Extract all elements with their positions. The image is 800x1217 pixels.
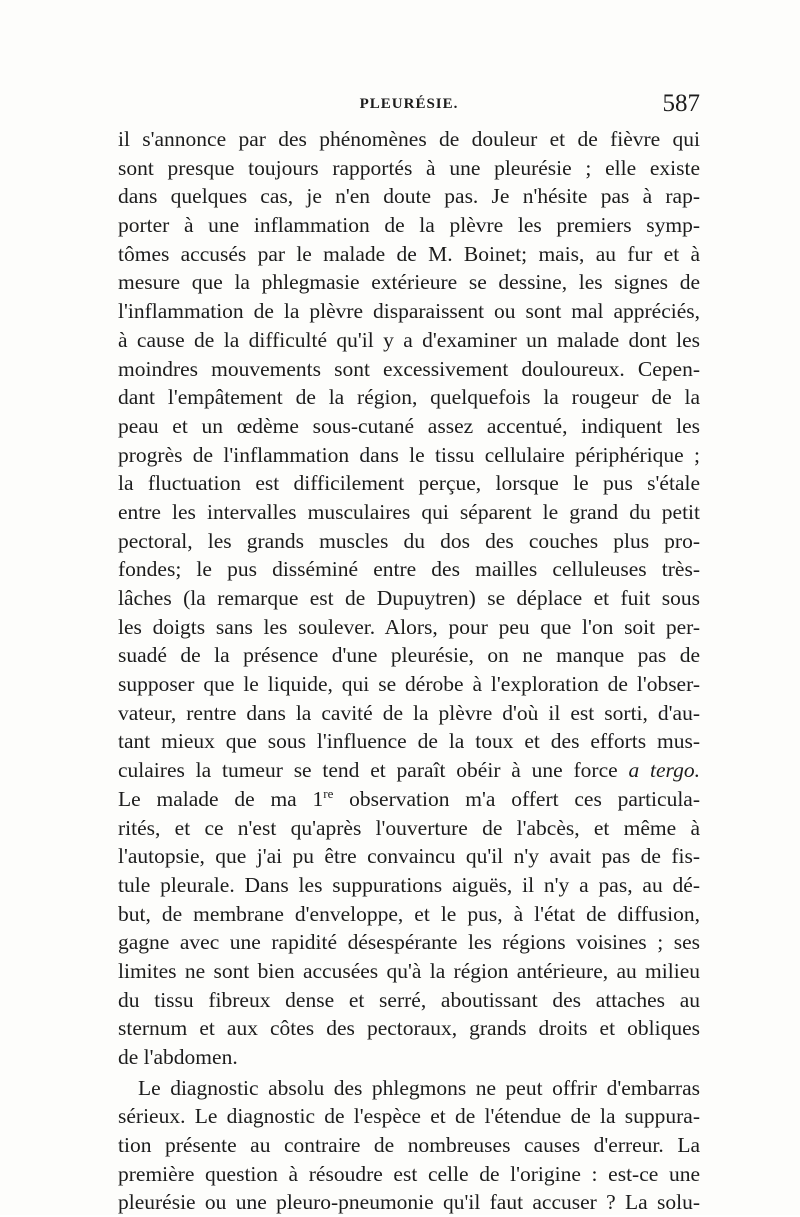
body-text bbox=[118, 125, 700, 1217]
text-line: lâches (la remarque est de Dupuytren) se déplace et fuit sous bbox=[118, 586, 700, 610]
text-line: à cause de la difficulté qu'il y a d'examiner un malade dont les bbox=[118, 327, 700, 352]
text-line: sont presque toujours rapportés à une pleurésie ; elle existe bbox=[118, 155, 700, 180]
superscript: re bbox=[323, 785, 334, 801]
text-line: suadé de la présence d'une pleurésie, on ne manque pas de bbox=[118, 643, 700, 668]
text-line: la fluctuation est difficilement perçue, lorsque le pus s'étale bbox=[118, 471, 700, 496]
text-line: dans quelques cas, je n'en doute pas. Je n'hésite pas à rap- bbox=[118, 184, 700, 209]
text-line: sternum et aux côtes des pectoraux, grands droits et obliques bbox=[118, 1016, 700, 1041]
text-line-main: culaires la tumeur se tend et paraît obéir à une force bbox=[118, 758, 618, 783]
paragraph-start-line: Le diagnostic absolu des phlegmons ne peut offrir d'embarras bbox=[138, 1075, 700, 1100]
text-line: rités, et ce n'est qu'après l'ouverture de l'abcès, et même à bbox=[118, 815, 700, 840]
text-line: tion présente au contraire de nombreuses causes d'erreur. La bbox=[118, 1133, 700, 1158]
running-head bbox=[118, 92, 700, 120]
text-line: les doigts sans les soulever. Alors, pour peu que l'on soit per- bbox=[118, 614, 700, 639]
text-line bbox=[118, 756, 700, 785]
text-line: entre les intervalles musculaires qui séparent le grand du petit bbox=[118, 499, 700, 524]
text-line bbox=[118, 785, 700, 814]
text-line: première question à résoudre est celle de l'origine : est-ce une bbox=[118, 1161, 700, 1186]
text-line: sérieux. Le diagnostic de l'espèce et de l'étendue de la suppura- bbox=[118, 1104, 700, 1129]
text-line: tant mieux que sous l'influence de la toux et des efforts mus- bbox=[118, 729, 700, 754]
text-line: il s'annonce par des phénomènes de douleur et de fièvre qui bbox=[118, 127, 700, 151]
text-line: peau et un œdème sous-cutané assez accentué, indiquent les bbox=[118, 413, 700, 438]
text-line-main: Le malade de ma 1 bbox=[118, 786, 324, 811]
text-line: limites ne sont bien accusées qu'à la région antérieure, au milieu bbox=[118, 958, 700, 983]
page-number: 587 bbox=[662, 90, 700, 117]
text-line: fondes; le pus disséminé entre des mailles celluleuses très- bbox=[118, 557, 700, 582]
text-line: tule pleurale. Dans les suppurations aiguës, il n'y a pas, au dé- bbox=[118, 872, 700, 897]
running-title: PLEURÉSIE. bbox=[359, 96, 459, 112]
text-line: dant l'empâtement de la région, quelquefois la rougeur de la bbox=[118, 385, 700, 410]
text-line: pleurésie ou une pleuro-pneumonie qu'il faut accuser ? La solu- bbox=[118, 1190, 700, 1215]
text-line: progrès de l'inflammation dans le tissu cellulaire périphérique ; bbox=[118, 442, 700, 467]
text-line: pectoral, les grands muscles du dos des couches plus pro- bbox=[118, 528, 700, 553]
italic-phrase: a tergo. bbox=[628, 758, 700, 783]
text-line-rest: observation m'a offert ces particula- bbox=[333, 786, 700, 811]
text-line: l'inflammation de la plèvre disparaissent ou sont mal appréciés, bbox=[118, 299, 700, 324]
text-line: de l'abdomen. bbox=[118, 1045, 238, 1069]
text-line: but, de membrane d'enveloppe, et le pus, à l'état de diffusion, bbox=[118, 901, 700, 926]
text-line: mesure que la phlegmasie extérieure se dessine, les signes de bbox=[118, 270, 700, 295]
text-line: tômes accusés par le malade de M. Boinet; mais, au fur et à bbox=[118, 241, 700, 266]
text-line: porter à une inflammation de la plèvre les premiers symp- bbox=[118, 213, 700, 238]
text-line: moindres mouvements sont excessivement douloureux. Cepen- bbox=[118, 356, 700, 381]
text-line: vateur, rentre dans la cavité de la plèvre d'où il est sorti, d'au- bbox=[118, 700, 700, 725]
text-line: gagne avec une rapidité désespérante les régions voisines ; ses bbox=[118, 930, 700, 955]
text-line: supposer que le liquide, qui se dérobe à l'exploration de l'obser- bbox=[118, 672, 700, 697]
text-line: du tissu fibreux dense et serré, aboutissant des attaches au bbox=[118, 987, 700, 1012]
text-line: l'autopsie, que j'ai pu être convaincu qu'il n'y avait pas de fis- bbox=[118, 844, 700, 869]
